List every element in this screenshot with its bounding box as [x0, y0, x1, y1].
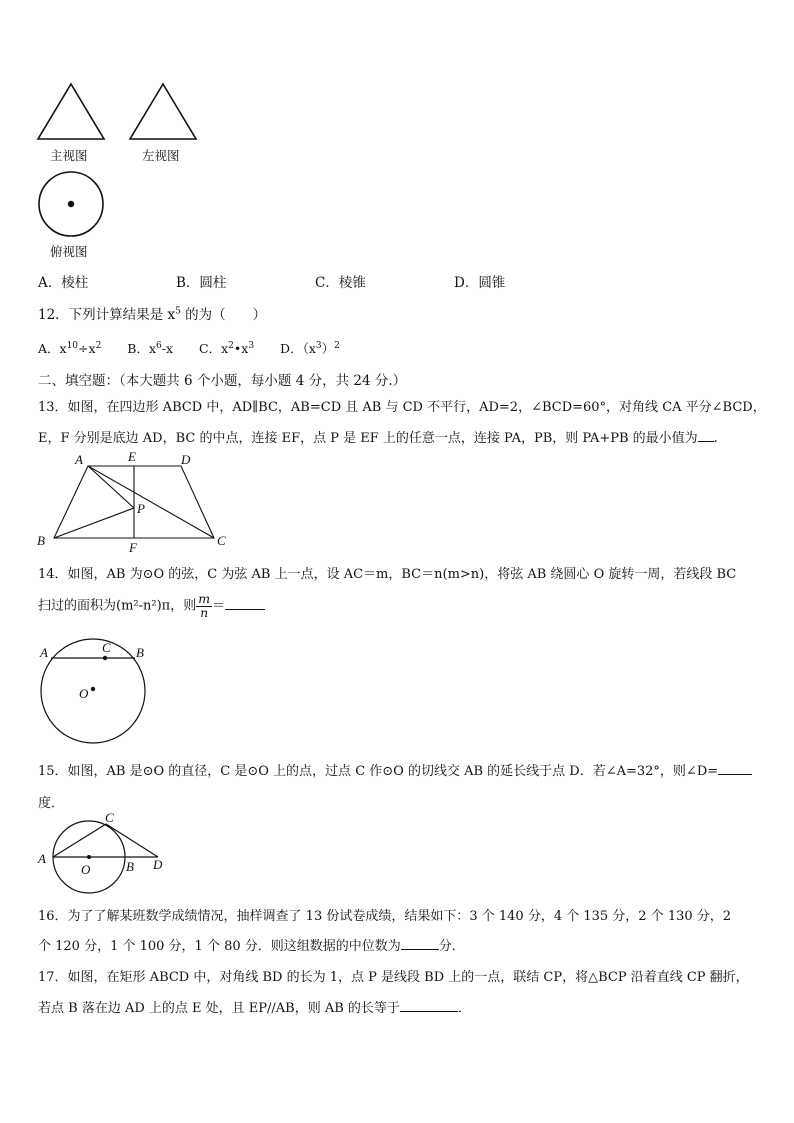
side-view-triangle	[130, 84, 196, 139]
q13-label-p: P	[137, 501, 145, 516]
q14-label-b: B	[136, 645, 144, 660]
q14-center-o	[91, 687, 95, 691]
q13-label-c: C	[217, 533, 226, 548]
q14-label-a: A	[40, 645, 48, 660]
q14-fraction-m-over-n: $\frac{m}{n}$	[198, 591, 211, 620]
q12-option-a: A．$x^{10}\div x^2$	[38, 340, 102, 356]
q13-answer-blank[interactable]	[698, 428, 714, 442]
q13-label-d: D	[181, 452, 191, 467]
q15-tangent-cd	[106, 824, 158, 857]
q13-label-f: F	[129, 540, 137, 554]
q13-trapezoid-figure	[34, 448, 234, 554]
front-view-triangle	[38, 84, 104, 139]
q13-segment-pa	[88, 466, 134, 508]
top-view-caption: 俯视图	[50, 244, 88, 259]
q13-line-2: E，F 分别是底边 AD，BC 的中点，连接 EF，点 P 是 EF 上的任意一点，连接 PA，PB，则 PA+PB 的最小值为 .	[38, 427, 718, 446]
q15-line-2: 度．	[38, 796, 65, 811]
q14-circle-figure	[34, 636, 154, 746]
q13-label-b: B	[37, 533, 45, 548]
q12-option-c: C．$x^2•x^3$	[199, 340, 255, 356]
q14-line-1: 14．如图，AB 为⊙O 的弦，C 为弦 AB 上一点，设 AC＝m，BC＝n(m>n)，将弦 AB 绕圆心 O 旋转一周，若线段 BC	[38, 567, 737, 582]
q14-answer-blank[interactable]	[225, 596, 265, 610]
q14-line-2: 扫过的面积为(m²-n²)π，则 $\frac{m}{n}$ ＝	[38, 593, 265, 619]
q15-center-o	[87, 855, 91, 859]
q11-option-b: B．圆柱	[176, 275, 227, 291]
q11-option-d: D．圆锥	[454, 275, 506, 291]
side-view-caption: 左视图	[142, 148, 180, 163]
q17-answer-blank[interactable]	[400, 998, 458, 1012]
q11-option-c: C．棱锥	[315, 275, 366, 291]
q12-stem: 12．下列计算结果是 $x^5$ 的为（ ）	[38, 306, 267, 323]
q16-answer-blank[interactable]	[401, 936, 439, 950]
side-view-figure	[128, 82, 198, 142]
q12-options	[38, 339, 340, 357]
q15-label-c: C	[105, 810, 114, 825]
q15-tangent-figure	[34, 810, 174, 896]
section-2-heading: 二、填空题：（本大题共 6 个小题，每小题 4 分，共 24 分.）	[38, 373, 407, 389]
q15-label-a: A	[38, 851, 46, 866]
top-view-center-dot	[68, 201, 74, 207]
top-view-figure	[36, 170, 108, 240]
q17-line-1: 17．如图，在矩形 ABCD 中，对角线 BD 的长为 1，点 P 是线段 BD 上的一点，联结 CP，将△BCP 沿着直线 CP 翻折，	[38, 970, 749, 985]
q15-chord-ac	[53, 824, 106, 857]
q12-option-d: D．$(x^3)^2$	[280, 340, 340, 356]
q13-line-1: 13．如图，在四边形 ABCD 中，AD∥BC，AB=CD 且 AB 与 CD 不平行，AD=2，∠BCD=60°，对角线 CA 平分∠BCD，	[38, 400, 766, 415]
front-view-figure	[36, 82, 106, 142]
q13-label-e: E	[128, 449, 136, 464]
q14-label-c: C	[102, 640, 111, 655]
q12-option-b: B．$x^6-x$	[127, 340, 174, 356]
q15-label-b: B	[126, 859, 134, 874]
q11-option-a: A．棱柱	[38, 275, 89, 291]
q14-label-o: O	[79, 686, 89, 701]
q13-diagonal-ac	[88, 466, 214, 538]
q15-answer-blank[interactable]	[718, 761, 752, 775]
q13-label-a: A	[75, 452, 83, 467]
q15-label-o: O	[81, 862, 91, 877]
q15-label-d: D	[153, 857, 163, 872]
q14-point-c	[103, 656, 107, 660]
front-view-caption: 主视图	[50, 148, 88, 163]
q15-line-1: 15．如图，AB 是⊙O 的直径，C 是⊙O 上的点，过点 C 作⊙O 的切线交 AB 的延长线于点 D．若∠A=32°，则∠D=	[38, 760, 752, 779]
q16-line-2: 个 120 分，1 个 100 分，1 个 80 分．则这组数据的中位数为 分．	[38, 935, 465, 954]
q17-line-2: 若点 B 落在边 AD 上的点 E 处，且 EP//AB，则 AB 的长等于 ．	[38, 997, 471, 1016]
q16-line-1: 16．为了了解某班数学成绩情况，抽样调查了 13 份试卷成绩，结果如下：3 个 140 分，4 个 135 分，2 个 130 分，2	[38, 909, 732, 924]
